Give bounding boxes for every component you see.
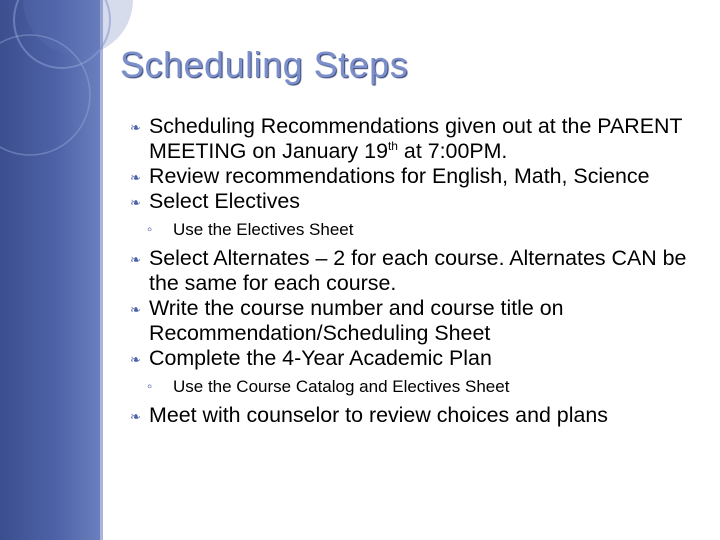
bullet-icon: ❧ bbox=[130, 302, 141, 317]
sub-bullet-item: ◦ Use the Course Catalog and Electives Sheet bbox=[147, 377, 510, 396]
bullet-item: ❧ Scheduling Recommendations given out at the PARENT MEETING on January 19th at 7:00PM. bbox=[130, 114, 683, 163]
bullet-item: ❧ Write the course number and course title on Recommendation/Scheduling Sheet bbox=[130, 296, 564, 345]
sub-bullet-icon: ◦ bbox=[147, 378, 153, 395]
bullet-icon: ❧ bbox=[130, 352, 141, 367]
sub-bullet-icon: ◦ bbox=[147, 221, 153, 238]
bullet-item: ❧ Complete the 4-Year Academic Plan bbox=[130, 346, 492, 370]
bullet-icon: ❧ bbox=[130, 195, 141, 210]
slide-title: Scheduling Steps bbox=[120, 44, 409, 85]
bullet-icon: ❧ bbox=[130, 409, 141, 424]
bullet-item: ❧ Meet with counselor to review choices and plans bbox=[130, 403, 608, 427]
bullet-item: ❧ Review recommendations for English, Math, Science bbox=[130, 164, 650, 188]
bullet-item: ❧ Select Alternates – 2 for each course. Alternates CAN be the same for each course. bbox=[130, 246, 687, 295]
bullet-item: ❧ Select Electives bbox=[130, 189, 300, 213]
bullet-icon: ❧ bbox=[130, 252, 141, 267]
bullet-icon: ❧ bbox=[130, 120, 141, 135]
bullet-list bbox=[130, 114, 705, 428]
bullet-icon: ❧ bbox=[130, 170, 141, 185]
sub-bullet-item: ◦ Use the Electives Sheet bbox=[147, 220, 354, 239]
